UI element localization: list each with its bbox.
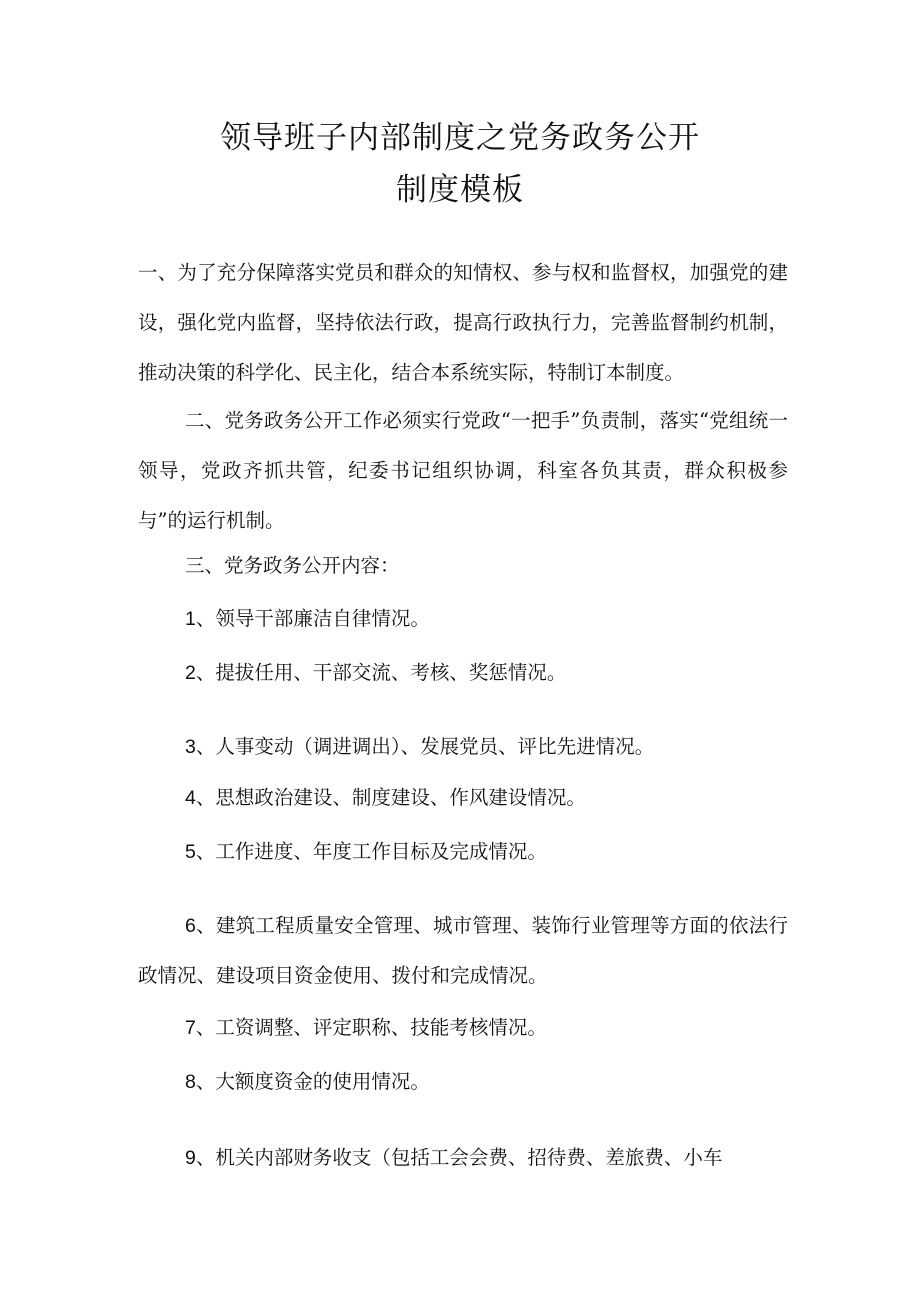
paragraph-3-heading: 三、党务政务公开内容：: [185, 554, 400, 577]
paragraph-2: 二、党务政务公开工作必须实行党政“一把手”负责制，落实“党组统一领导，党政齐抓共管，纪委书记组织协调，科室各负其责，群众积极参与”的运行机制。: [138, 409, 788, 532]
list-item-6: [138, 901, 788, 1001]
list-item-number: 6: [185, 915, 196, 937]
list-item-number: 7: [185, 1017, 196, 1039]
list-item-text: 、建筑工程质量安全管理、城市管理、装饰行业管理等方面的依法行政情况、建设项目资金使用、拨付和完成情况。: [138, 914, 788, 987]
list-item-8: [185, 1057, 788, 1107]
list-item-text: 、机关内部财务收支（包括工会会费、招待费、差旅费、小车: [195, 1146, 723, 1169]
list-item-text: 、工资调整、评定职称、技能考核情况。: [195, 1016, 547, 1039]
list-item-4: [185, 773, 788, 823]
list-item-text: 、工作进度、年度工作目标及完成情况。: [195, 840, 547, 863]
paragraph-1: 一、为了充分保障落实党员和群众的知情权、参与权和监督权，加强党的建设，强化党内监督，坚持依法行政，提高行政执行力，完善监督制约机制，推动决策的科学化、民主化，结合本系统实际，特制订本制度。: [138, 261, 788, 384]
list-item-text: 、提拔任用、干部交流、考核、奖惩情况。: [195, 661, 567, 684]
document-title-line-1: 领导班子内部制度之党务政务公开: [220, 120, 700, 156]
list-item-number: 3: [185, 736, 196, 758]
list-item-number: 4: [185, 787, 196, 809]
list-item-number: 5: [185, 841, 196, 863]
list-item-1: [185, 594, 788, 644]
document-title-line-2: 制度模板: [396, 172, 524, 208]
list-item-number: 2: [185, 662, 196, 684]
list-item-text: 、思想政治建设、制度建设、作风建设情况。: [195, 786, 586, 809]
list-item-number: 8: [185, 1071, 196, 1093]
list-item-7: [185, 1003, 788, 1053]
list-item-text: 、大额度资金的使用情况。: [195, 1070, 430, 1093]
list-item-number: 1: [185, 608, 196, 630]
list-item-2: [185, 648, 788, 698]
list-item-9: [185, 1133, 788, 1183]
list-item-text: 、领导干部廉洁自律情况。: [195, 607, 430, 630]
list-item-5: [185, 827, 788, 877]
list-item-text: 、人事变动（调进调出）、发展党员、评比先进情况。: [195, 735, 655, 758]
list-item-3: [185, 722, 788, 772]
list-item-number: 9: [185, 1147, 196, 1169]
